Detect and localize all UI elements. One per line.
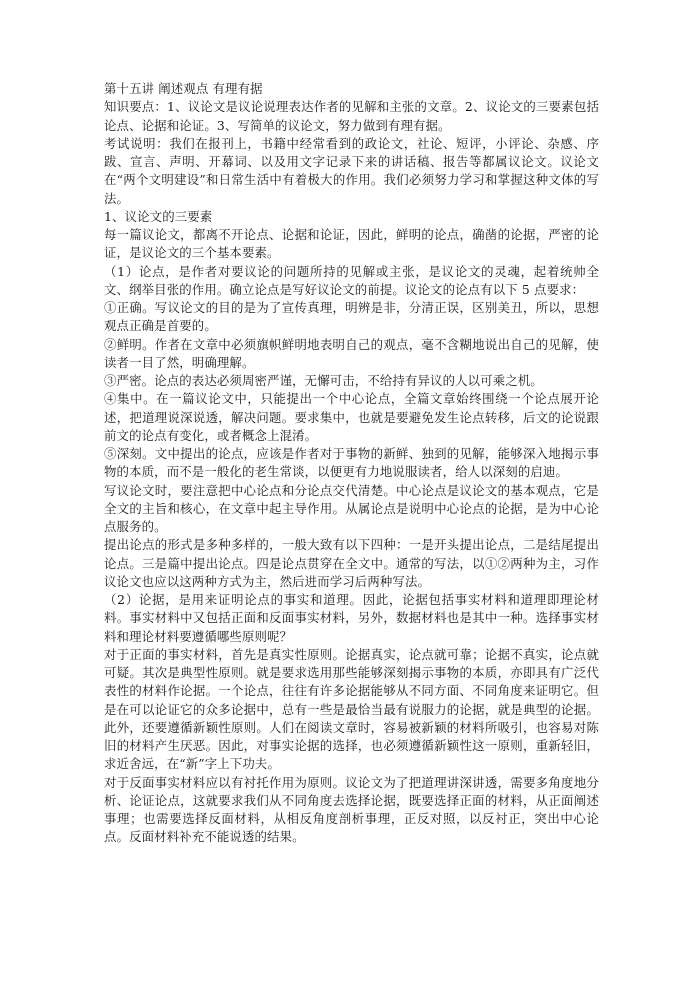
- paragraph-requirement-rigorous: ③严密。论点的表达必须周密严谨，无懈可击，不给持有异议的人以可乘之机。: [104, 373, 543, 388]
- paragraph-requirement-distinct: ②鲜明。作者在文章中必须旗帜鲜明地表明自己的观点，毫不含糊地说出自己的见解，使读者一目了然，明确理解。: [104, 336, 599, 370]
- lecture-title: 第十五讲 阐述观点 有理有据: [104, 81, 263, 96]
- paragraph-evidence-definition: （2）论据，是用来证明论点的事实和道理。因此，论据包括事实材料和道理即理论材料。事实材料中又包括正面和反面事实材料，另外，数据材料也是其中一种。选择事实材料和理论材料要遵循哪些原则呢？: [104, 592, 599, 644]
- paragraph-key-points: 知识要点：1、议论文是议论说理表达作者的见解和主张的文章。2、议论文的三要素包括论点、论据和论证。3、写简单的议论文，努力做到有理有据。: [104, 99, 599, 133]
- paragraph-three-elements-intro: 每一篇议论文，都离不开论点、论据和论证，因此，鲜明的论点，确凿的论据，严密的论证，是议论文的三个基本要素。: [104, 227, 599, 261]
- document-page: [104, 80, 599, 847]
- section-heading-three-elements: 1、议论文的三要素: [104, 208, 213, 224]
- paragraph-exam-notes: 考试说明：我们在报刊上，书籍中经常看到的政论文，社论、短评，小评论、杂感、序跋、宣言、声明、开幕词、以及用文字记录下来的讲话稿、报告等都属议论文。议论文在“两个文明建设”和日常生活中有着极大的作用。我们必须努力学习和掌握这种文体的写法。: [104, 135, 599, 206]
- paragraph-requirement-correct: ①正确。写议论文的目的是为了宣传真理，明辨是非，分清正误，区别美丑，所以，思想观点正确是首要的。: [104, 300, 599, 334]
- paragraph-central-argument: 写议论文时，要注意把中心论点和分论点交代清楚。中心论点是议论文的基本观点，它是全文的主旨和核心，在文章中起主导作用。从属论点是说明中心论点的论据，是为中心论点服务的。: [104, 482, 599, 534]
- paragraph-argument-forms: 提出论点的形式是多种多样的，一般大致有以下四种：一是开头提出论点，二是结尾提出论点。三是篇中提出论点。四是论点贯穿在全文中。通常的写法，以①②两种为主，习作议论文也应以这两种方式为主，然后进而学习后两种写法。: [104, 537, 599, 589]
- paragraph-positive-evidence: 对于正面的事实材料，首先是真实性原则。论据真实，论点就可靠；论据不真实，论点就可疑。其次是典型性原则。就是要求选用那些能够深刻揭示事物的本质，亦即具有广泛代表性的材料作论据。一个论点，往往有许多论据能够从不同方面、不同角度来证明它。但是在可以论证它的众多论据中，总有一些是最恰当最有说服力的论据，就是典型的论据。此外，还要遵循新颖性原则。人们在阅读文章时，容易被新颖的材料所吸引，也容易对陈旧的材料产生厌恶。因此，对事实论据的选择，也必须遵循新颖性这一原则，重新轻旧，求近舍远，在“新”字上下功夫。: [104, 646, 599, 772]
- paragraph-negative-evidence: 对于反面事实材料应以有衬托作用为原则。议论文为了把道理讲深讲透，需要多角度地分析、论证论点，这就要求我们从不同角度去选择论据，既要选择正面的材料，从正面阐述事理；也需要选择反面材料，从相反角度剖析事理，正反对照，以反衬正，突出中心论点。反面材料补充不能说透的结果。: [104, 774, 599, 845]
- paragraph-requirement-profound: ⑤深刻。文中提出的论点，应该是作者对于事物的新鲜、独到的见解，能够深入地揭示事物的本质，而不是一般化的老生常谈，以便更有力地说服读者，给人以深刻的启迪。: [104, 446, 599, 480]
- paragraph-argument-definition: （1）论点，是作者对要议论的问题所持的见解或主张，是议论文的灵魂，起着统帅全文、纲举目张的作用。确立论点是写好议论文的前提。议论文的论点有以下 5 点要求：: [104, 263, 599, 297]
- paragraph-requirement-focused: ④集中。在一篇议论文中，只能提出一个中心论点，全篇文章始终围绕一个论点展开论述，把道理说深说透，解决问题。要求集中，也就是要避免发生论点转移，后文的论说跟前文的论点有变化，或者概念上混淆。: [104, 391, 599, 443]
